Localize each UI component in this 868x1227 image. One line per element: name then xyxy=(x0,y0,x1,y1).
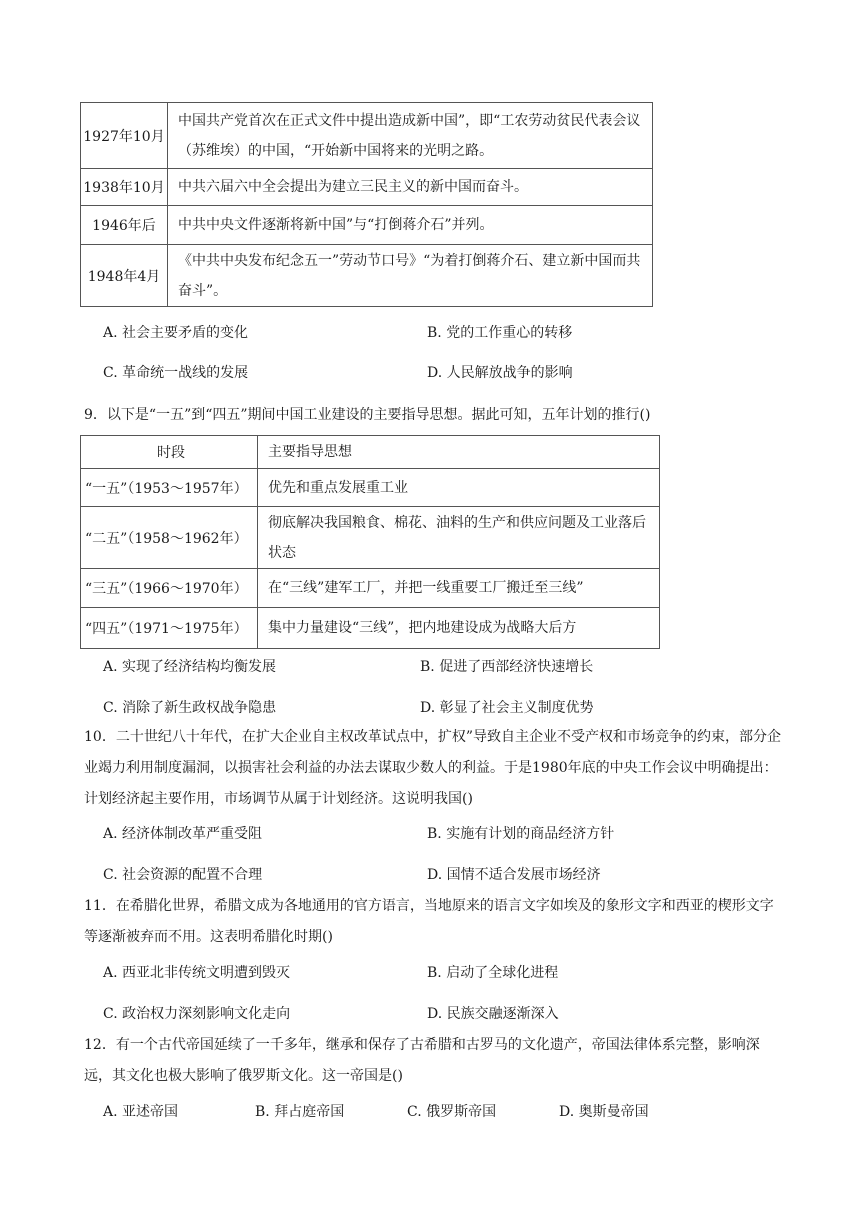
q12-option-b[interactable]: B. 拜占庭帝国 xyxy=(255,1104,345,1120)
table-cell-time: 1948年4月 xyxy=(81,245,168,307)
table-cell-time: 1946年后 xyxy=(81,206,168,245)
table-header-row xyxy=(81,436,660,469)
table-cell-period: “一五”（1953～1957年） xyxy=(81,469,258,507)
table-cell-text: 《中共中央发布纪念五一”劳动节口号》“为着打倒蒋介石、建立新中国而共奋斗”。 xyxy=(168,245,653,307)
q12-option-a[interactable]: A. 亚述帝国 xyxy=(103,1104,179,1120)
table-row xyxy=(81,608,660,649)
q12-option-c[interactable]: C. 俄罗斯帝国 xyxy=(407,1104,497,1120)
q9-option-b[interactable]: B. 促进了西部经济快速增长 xyxy=(420,659,594,675)
table-header-idea: 主要指导思想 xyxy=(258,436,660,469)
table-cell-time: 1927年10月 xyxy=(81,103,168,169)
q9-option-d[interactable]: D. 彰显了社会主义制度优势 xyxy=(420,700,594,716)
table-cell-time: 1938年10月 xyxy=(81,169,168,206)
table-cell-idea: 彻底解决我国粮食、棉花、油料的生产和供应问题及工业落后状态 xyxy=(258,507,660,569)
q11-option-d[interactable]: D. 民族交融逐渐深入 xyxy=(427,1006,559,1022)
table-cell-text: 中国共产党首次在正式文件中提出造成新中国”，即“工农劳动贫民代表会议（苏维埃）的中国，“开始新中国将来的光明之路。 xyxy=(168,103,653,169)
q9-stem: 9．以下是“一五”到“四五”期间中国工业建设的主要指导思想。据此可知，五年计划的推行() xyxy=(84,407,651,423)
table-cell-text: 中共六届六中全会提出为建立三民主义的新中国而奋斗。 xyxy=(168,169,653,206)
q8-option-a[interactable]: A. 社会主要矛盾的变化 xyxy=(103,325,249,341)
table-row xyxy=(81,469,660,507)
table-cell-idea: 优先和重点发展重工业 xyxy=(258,469,660,507)
q11-option-a[interactable]: A. 西亚北非传统文明遭到毁灭 xyxy=(103,965,291,981)
q8-option-d[interactable]: D. 人民解放战争的影响 xyxy=(427,365,573,381)
table-row xyxy=(81,507,660,569)
table-row xyxy=(81,169,653,206)
q8-option-c[interactable]: C. 革命统一战线的发展 xyxy=(103,365,249,381)
q8-option-b[interactable]: B. 党的工作重心的转移 xyxy=(427,325,573,341)
table-row xyxy=(81,103,653,169)
q10-option-d[interactable]: D. 国情不适合发展市场经济 xyxy=(427,867,601,883)
q10-option-c[interactable]: C. 社会资源的配置不合理 xyxy=(103,867,263,883)
q9-option-c[interactable]: C. 消除了新生政权战争隐患 xyxy=(103,700,277,716)
table-row xyxy=(81,569,660,608)
table-cell-period: “二五”（1958～1962年） xyxy=(81,507,258,569)
q9-table xyxy=(80,435,660,649)
table-cell-idea: 在“三线”建军工厂，并把一线重要工厂搬迁至三线” xyxy=(258,569,660,608)
table-header-period: 时段 xyxy=(81,436,258,469)
q10-option-b[interactable]: B. 实施有计划的商品经济方针 xyxy=(427,826,615,842)
q10-option-a[interactable]: A. 经济体制改革严重受阻 xyxy=(103,826,263,842)
q12-stem: 12．有一个古代帝国延续了一千多年，继承和保存了古希腊和古罗马的文化遗产，帝国法律体系完整，影响深远，其文化也极大影响了俄罗斯文化。这一帝国是() xyxy=(84,1037,760,1084)
q11-option-c[interactable]: C. 政治权力深刻影响文化走向 xyxy=(103,1006,291,1022)
table-cell-idea: 集中力量建设“三线”，把内地建设成为战略大后方 xyxy=(258,608,660,649)
table-row xyxy=(81,206,653,245)
q12-option-d[interactable]: D. 奥斯曼帝国 xyxy=(559,1104,649,1120)
q9-option-a[interactable]: A. 实现了经济结构均衡发展 xyxy=(103,659,277,675)
table-cell-text: 中共中央文件逐渐将新中国”与“打倒蒋介石”并列。 xyxy=(168,206,653,245)
q8-material-table xyxy=(80,102,653,307)
table-row xyxy=(81,245,653,307)
q10-stem: 10．二十世纪八十年代，在扩大企业自主权改革试点中，扩权”导致自主企业不受产权和市场竞争的约束，部分企业竭力利用制度漏洞，以损害社会利益的办法去谋取少数人的利益。于是1980年底的中央工作会议中明确提出：计划经济起主要作用，市场调节从属于计划经济。这说明我国() xyxy=(84,729,781,807)
q11-option-b[interactable]: B. 启动了全球化进程 xyxy=(427,965,559,981)
q11-stem: 11．在希腊化世界，希腊文成为各地通用的官方语言，当地原来的语言文字如埃及的象形文字和西亚的楔形文字等逐渐被弃而不用。这表明希腊化时期() xyxy=(84,898,774,945)
table-cell-period: “三五”（1966～1970年） xyxy=(81,569,258,608)
table-cell-period: “四五”（1971～1975年） xyxy=(81,608,258,649)
